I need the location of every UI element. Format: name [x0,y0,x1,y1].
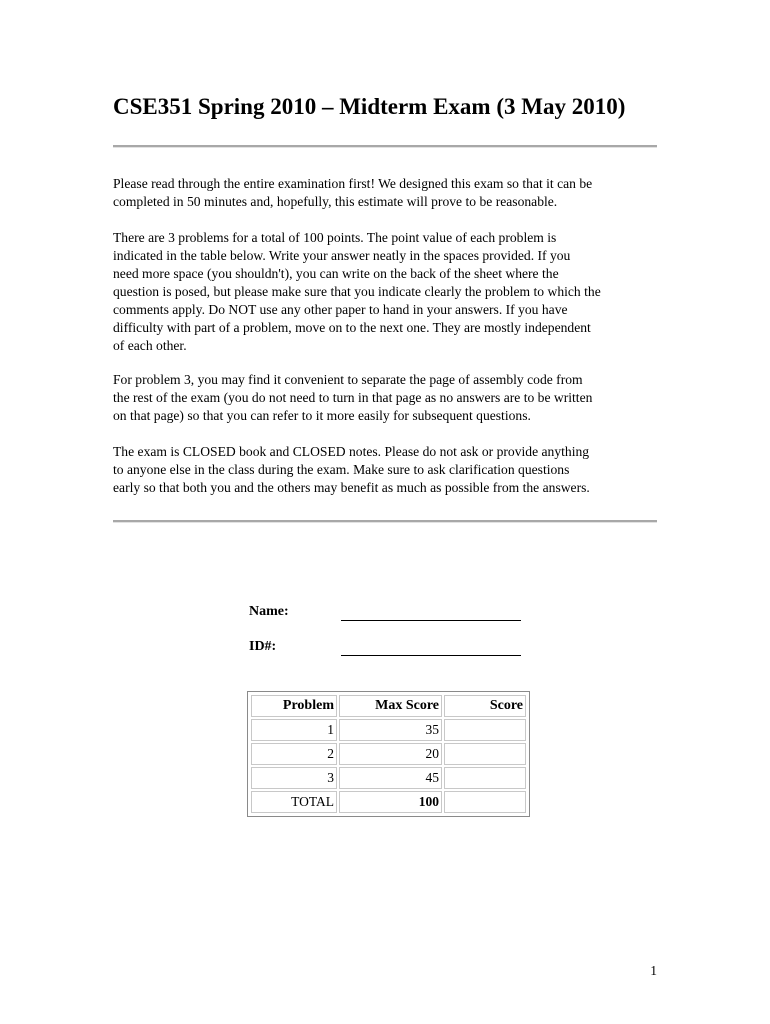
paragraph-line: Please read through the entire examination first! We designed this exam so that it can be [113,176,593,191]
paragraph-line: comments apply. Do NOT use any other paper to hand in your answers. If you have [113,302,568,317]
instructions-paragraph-4 [113,443,661,497]
max-score-cell: 45 [339,767,442,789]
total-score-cell[interactable] [444,791,526,813]
paragraph-line: question is posed, but please make sure that you indicate clearly the problem to which the [113,284,601,299]
max-score-cell: 20 [339,743,442,765]
score-cell[interactable] [444,767,526,789]
paragraph-line: the rest of the exam (you do not need to turn in that page as no answers are to be written [113,390,593,405]
id-label: ID#: [249,639,277,654]
table-row [251,743,526,765]
paragraph-line: completed in 50 minutes and, hopefully, this estimate will prove to be reasonable. [113,194,558,209]
paragraph-line: of each other. [113,338,187,353]
paragraph-line: indicated in the table below. Write your answer neatly in the spaces provided. If you [113,248,571,263]
paragraph-line: to anyone else in the class during the exam. Make sure to ask clarification questions [113,462,570,477]
top-divider [113,145,657,148]
page-number: 1 [650,963,657,978]
paragraph-line: difficulty with part of a problem, move on to the next one. They are mostly independent [113,320,591,335]
total-max-score-cell: 100 [339,791,442,813]
paragraph-line: early so that both you and the others may benefit as much as possible from the answers. [113,480,590,495]
instructions-paragraph-1 [113,175,661,211]
total-label-cell: TOTAL [251,791,337,813]
score-cell[interactable] [444,743,526,765]
paragraph-line: For problem 3, you may find it convenient to separate the page of assembly code from [113,372,583,387]
instructions-paragraph-3 [113,371,661,425]
problem-number-cell: 1 [251,719,337,741]
bottom-divider [113,520,657,523]
max-score-cell: 35 [339,719,442,741]
id-blank-line[interactable] [341,655,521,656]
score-cell[interactable] [444,719,526,741]
problem-number-cell: 3 [251,767,337,789]
paragraph-line: There are 3 problems for a total of 100 points. The point value of each problem is [113,230,557,245]
paragraph-line: need more space (you shouldn't), you can write on the back of the sheet where the [113,266,559,281]
table-row [251,719,526,741]
problem-number-cell: 2 [251,743,337,765]
name-label: Name: [249,604,289,619]
exam-title: CSE351 Spring 2010 – Midterm Exam (3 May 2010) [113,94,626,119]
score-table [247,691,530,817]
name-blank-line[interactable] [341,620,521,621]
header-max-score: Max Score [339,695,442,717]
header-score: Score [444,695,526,717]
paragraph-line: on that page) so that you can refer to it more easily for subsequent questions. [113,408,531,423]
table-header-row [251,695,526,717]
paragraph-line: The exam is CLOSED book and CLOSED notes. Please do not ask or provide anything [113,444,590,459]
table-total-row [251,791,526,813]
table-row [251,767,526,789]
header-problem: Problem [251,695,337,717]
instructions-paragraph-2 [113,229,661,355]
